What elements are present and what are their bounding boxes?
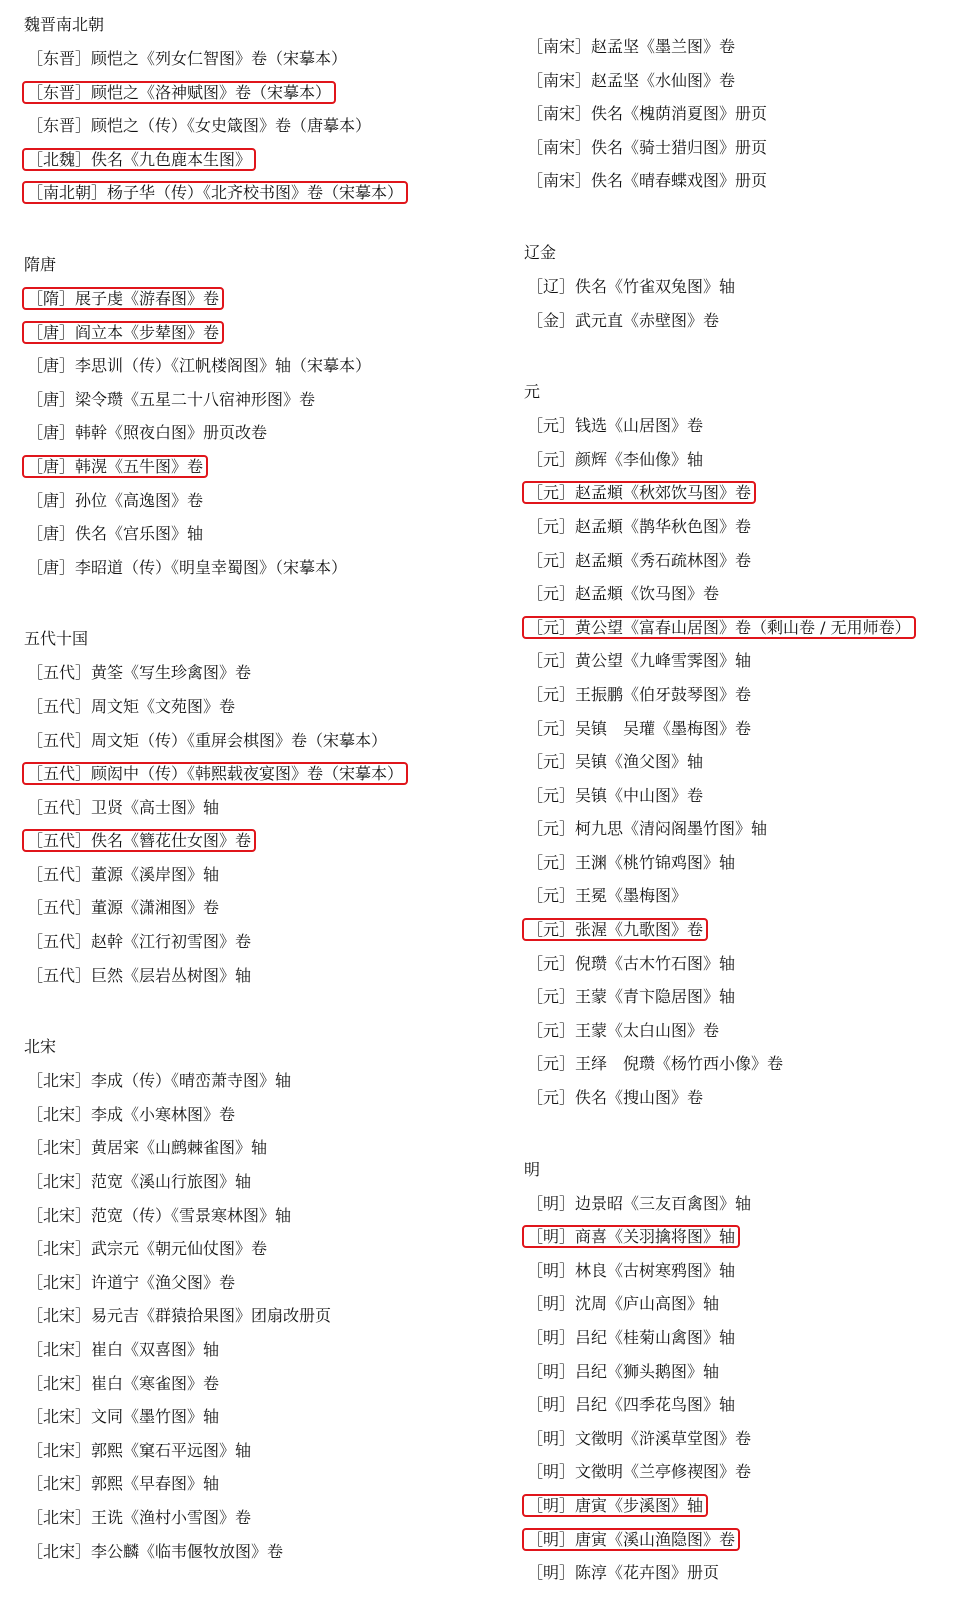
painting-entry — [24, 517, 494, 551]
painting-entry-text: ［东晋］顾恺之《列女仁智图》卷（宋摹本） — [27, 49, 348, 68]
painting-entry-text: ［唐］梁令瓒《五星二十八宿神形图》卷 — [27, 389, 316, 409]
painting-entry — [24, 1165, 494, 1199]
painting-entry-text: ［南宋］佚名《晴春蝶戏图》册页 — [527, 171, 768, 191]
period-heading: 明 — [524, 1159, 541, 1179]
painting-entry-text: ［明］文徵明《兰亭修禊图》卷 — [527, 1462, 752, 1482]
period-heading: 魏晋南北朝 — [24, 15, 105, 34]
painting-entry — [524, 1187, 964, 1221]
group-spacer — [24, 210, 494, 242]
painting-entry-text: ［元］王蒙《太白山图》卷 — [527, 1020, 720, 1040]
painting-entry — [24, 656, 494, 690]
painting-entry-text: ［元］吴镇《中山图》卷 — [527, 785, 704, 805]
highlighted-painting-entry — [24, 757, 494, 791]
painting-entry-text: ［南宋］赵孟坚《水仙图》卷 — [527, 70, 736, 90]
painting-entry-text: ［明］陈淳《花卉图》册页 — [527, 1563, 720, 1583]
painting-entry — [24, 1232, 494, 1266]
painting-entry-text: ［唐］韩滉《五牛图》卷 — [24, 457, 206, 476]
painting-entry — [24, 724, 494, 758]
painting-entry — [524, 1014, 964, 1048]
painting-entry — [524, 846, 964, 880]
painting-entry — [524, 1254, 964, 1288]
painting-entry — [524, 1388, 964, 1422]
painting-entry-text: ［唐］李思训（传）《江帆楼阁图》轴（宋摹本） — [27, 356, 372, 376]
painting-entry-text: ［五代］佚名《簪花仕女图》卷 — [24, 831, 254, 850]
painting-entry — [24, 1333, 494, 1367]
painting-entry-text: ［金］武元直《赤壁图》卷 — [527, 310, 720, 330]
period-heading: 五代十国 — [24, 629, 89, 649]
painting-entry-text: ［北魏］佚名《九色鹿本生图》 — [24, 150, 254, 169]
painting-entry-text: ［唐］李昭道（传）《明皇幸蜀图》（宋摹本） — [27, 557, 348, 577]
painting-entry-text: ［元］颜辉《李仙像》轴 — [527, 449, 704, 469]
period-heading: 辽金 — [524, 242, 557, 262]
painting-entry — [524, 745, 964, 779]
painting-entry — [24, 109, 494, 143]
highlighted-painting-entry — [524, 1489, 964, 1523]
highlighted-painting-entry — [524, 1220, 964, 1254]
period-group — [24, 1030, 494, 1568]
painting-entry-text: ［南宋］佚名《槐荫消夏图》册页 — [527, 104, 768, 124]
painting-entry-text: ［北宋］黄居宷《山鹧棘雀图》轴 — [27, 1138, 268, 1158]
painting-entry-text: ［元］倪瓒《古木竹石图》轴 — [527, 953, 736, 973]
painting-entry-text: ［南宋］佚名《骑士猎归图》册页 — [527, 137, 768, 157]
painting-entry-text: ［元］吴镇《渔父图》轴 — [527, 752, 704, 772]
painting-entry — [524, 270, 964, 304]
highlighted-painting-entry — [24, 282, 494, 316]
painting-entry — [524, 1556, 964, 1590]
painting-entry — [524, 304, 964, 338]
painting-entry — [24, 1434, 494, 1468]
painting-entry-text: ［元］王振鹏《伯牙鼓琴图》卷 — [527, 684, 752, 704]
period-group — [524, 30, 964, 198]
painting-entry — [24, 1467, 494, 1501]
painting-entry-text: ［元］钱选《山居图》卷 — [527, 416, 704, 436]
painting-entry-text: ［明］边景昭《三友百禽图》轴 — [527, 1193, 752, 1213]
highlighted-painting-entry — [524, 476, 964, 510]
painting-entry-text: ［隋］展子虔《游春图》卷 — [24, 289, 222, 308]
painting-entry-text: ［南北朝］杨子华（传）《北齐校书图》卷（宋摹本） — [24, 183, 406, 202]
painting-entry-text: ［元］吴镇 吴瓘《墨梅图》卷 — [527, 718, 752, 738]
painting-entry — [524, 97, 964, 131]
painting-entry — [24, 1266, 494, 1300]
highlighted-painting-entry — [24, 824, 494, 858]
painting-entry — [524, 1355, 964, 1389]
painting-entry-text: ［北宋］武宗元《朝元仙仗图》卷 — [27, 1239, 268, 1259]
highlighted-painting-entry — [524, 913, 964, 947]
painting-entry-text: ［北宋］范宽（传）《雪景寒林图》轴 — [27, 1205, 292, 1225]
painting-entry — [524, 947, 964, 981]
painting-entry-text: ［唐］佚名《宫乐图》轴 — [27, 524, 204, 544]
painting-entry-text: ［北宋］崔白《双喜图》轴 — [27, 1340, 220, 1359]
painting-entry-text: ［五代］周文矩《文苑图》卷 — [27, 696, 236, 716]
highlighted-painting-entry — [24, 450, 494, 484]
painting-entry — [524, 1081, 964, 1115]
painting-entry-text: ［五代］顾闳中（传）《韩熙载夜宴图》卷（宋摹本） — [24, 764, 406, 783]
painting-entry-text: ［元］赵孟頫《鹊华秋色图》卷 — [527, 516, 752, 536]
group-spacer — [24, 992, 494, 1024]
painting-entry-text: ［北宋］郭熙《窠石平远图》轴 — [27, 1440, 252, 1460]
painting-entry — [524, 544, 964, 578]
period-group — [524, 375, 964, 1114]
painting-entry-text: ［五代］董源《溪岸图》轴 — [27, 864, 220, 884]
painting-entry — [24, 42, 494, 76]
painting-entry — [524, 510, 964, 544]
painting-entry-text: ［元］张渥《九歌图》卷 — [524, 920, 706, 939]
painting-entry — [24, 1299, 494, 1333]
painting-entry-text: ［元］佚名《搜山图》卷 — [527, 1088, 704, 1108]
painting-entry — [24, 349, 494, 383]
painting-entry-text: ［五代］巨然《层岩丛树图》轴 — [27, 965, 252, 985]
painting-entry — [524, 1422, 964, 1456]
painting-entry-text: ［北宋］郭熙《早春图》轴 — [27, 1474, 220, 1494]
painting-entry — [24, 891, 494, 925]
highlighted-painting-entry — [524, 1523, 964, 1557]
painting-entry — [524, 64, 964, 98]
painting-entry-text: ［北宋］易元吉《群猿拾果图》团扇改册页 — [27, 1306, 332, 1326]
painting-entry-text: ［元］赵孟頫《饮马图》卷 — [527, 584, 720, 604]
group-spacer — [524, 1115, 964, 1147]
painting-entry-text: ［元］王绎 倪瓒《杨竹西小像》卷 — [527, 1054, 784, 1074]
painting-entry — [524, 1047, 964, 1081]
painting-entry-text: ［元］赵孟頫《秋郊饮马图》卷 — [524, 483, 754, 502]
painting-entry — [24, 1400, 494, 1434]
painting-entry-text: ［明］唐寅《溪山渔隐图》卷 — [524, 1530, 738, 1549]
painting-entry — [524, 577, 964, 611]
painting-entry — [524, 644, 964, 678]
painting-entry-text: ［元］王冕《墨梅图》 — [527, 886, 688, 906]
painting-entry-text: ［南宋］赵孟坚《墨兰图》卷 — [527, 37, 736, 56]
painting-entry-text: ［北宋］李成（传）《晴峦萧寺图》轴 — [27, 1071, 292, 1091]
painting-entry — [524, 409, 964, 443]
period-group — [24, 8, 494, 210]
painting-entry — [524, 879, 964, 913]
painting-entry-text: ［元］黄公望《富春山居图》卷（剩山卷 / 无用师卷） — [524, 618, 914, 637]
painting-entry-text: ［明］吕纪《四季花鸟图》轴 — [527, 1395, 736, 1415]
painting-entry-text: ［五代］董源《潇湘图》卷 — [27, 898, 220, 918]
painting-entry-text: ［五代］卫贤《高士图》轴 — [27, 797, 220, 817]
period-heading: 隋唐 — [24, 254, 57, 274]
highlighted-painting-entry — [24, 316, 494, 350]
group-spacer — [524, 198, 964, 230]
period-heading: 元 — [524, 382, 541, 402]
period-group — [24, 622, 494, 992]
painting-entry-text: ［明］吕纪《桂菊山禽图》轴 — [527, 1328, 736, 1347]
painting-entry-text: ［元］王渊《桃竹锦鸡图》轴 — [527, 852, 736, 872]
painting-entry — [24, 1501, 494, 1535]
painting-entry — [524, 131, 964, 165]
painting-entry-text: ［东晋］顾恺之《洛神赋图》卷（宋摹本） — [24, 83, 334, 102]
highlighted-painting-entry — [524, 611, 964, 645]
left-column — [24, 2, 494, 1568]
painting-entry — [24, 1098, 494, 1132]
period-group — [524, 236, 964, 337]
period-group — [524, 1153, 964, 1590]
right-column — [524, 30, 964, 1590]
painting-entry — [24, 925, 494, 959]
painting-entry — [24, 1131, 494, 1165]
painting-entry — [524, 678, 964, 712]
painting-entry — [24, 1199, 494, 1233]
painting-entry-text: ［明］沈周《庐山高图》轴 — [527, 1294, 720, 1314]
period-group — [24, 248, 494, 584]
painting-entry-text: ［北宋］范宽《溪山行旅图》轴 — [27, 1172, 252, 1192]
period-heading: 北宋 — [24, 1037, 57, 1057]
painting-entry — [524, 812, 964, 846]
highlighted-painting-entry — [24, 143, 494, 177]
painting-entry — [24, 1535, 494, 1569]
painting-entry — [524, 712, 964, 746]
painting-entry-text: ［唐］阎立本《步辇图》卷 — [24, 323, 222, 342]
painting-entry-text: ［明］唐寅《步溪图》轴 — [524, 1496, 706, 1515]
painting-entry — [24, 1367, 494, 1401]
painting-entry — [524, 1321, 964, 1355]
painting-entry-text: ［北宋］许道宁《渔父图》卷 — [27, 1272, 236, 1292]
painting-entry-text: ［明］吕纪《狮头鹅图》轴 — [527, 1361, 720, 1381]
painting-entry-text: ［元］黄公望《九峰雪霁图》轴 — [527, 651, 752, 671]
painting-entry — [524, 779, 964, 813]
painting-entry-text: ［唐］韩幹《照夜白图》册页改卷 — [27, 423, 268, 443]
painting-entry-text: ［五代］周文矩（传）《重屏会棋图》卷（宋摹本） — [27, 730, 388, 750]
painting-entry-text: ［北宋］王诜《渔村小雪图》卷 — [27, 1507, 252, 1527]
painting-entry-text: ［五代］赵幹《江行初雪图》卷 — [27, 932, 252, 952]
painting-entry-text: ［明］林良《古树寒鸦图》轴 — [527, 1260, 736, 1280]
painting-entry — [524, 1455, 964, 1489]
painting-entry-text: ［明］文徵明《浒溪草堂图》卷 — [527, 1428, 752, 1448]
painting-entry-text: ［元］赵孟頫《秀石疏林图》卷 — [527, 550, 752, 570]
painting-entry-text: ［北宋］李成《小寒林图》卷 — [27, 1104, 236, 1124]
painting-entry-text: ［北宋］崔白《寒雀图》卷 — [27, 1373, 220, 1393]
painting-entry-text: ［北宋］李公麟《临韦偃牧放图》卷 — [27, 1541, 284, 1561]
painting-entry — [24, 416, 494, 450]
group-spacer — [24, 584, 494, 616]
painting-entry — [524, 30, 964, 64]
painting-entry-text: ［五代］黄筌《写生珍禽图》卷 — [27, 663, 252, 683]
painting-entry — [524, 980, 964, 1014]
painting-entry — [524, 443, 964, 477]
painting-entry-text: ［东晋］顾恺之（传）《女史箴图》卷（唐摹本） — [27, 116, 372, 136]
painting-entry — [24, 1064, 494, 1098]
painting-entry-text: ［明］商喜《关羽擒将图》轴 — [524, 1227, 738, 1246]
painting-entry-text: ［唐］孙位《高逸图》卷 — [27, 490, 204, 510]
painting-entry-text: ［辽］佚名《竹雀双兔图》轴 — [527, 276, 736, 296]
painting-entry — [24, 551, 494, 585]
painting-entry — [524, 1287, 964, 1321]
painting-entry — [24, 858, 494, 892]
group-spacer — [524, 337, 964, 369]
painting-entry — [24, 484, 494, 518]
painting-entry — [24, 383, 494, 417]
painting-entry — [24, 791, 494, 825]
painting-entry-text: ［元］王蒙《青卞隐居图》轴 — [527, 987, 736, 1007]
painting-entry-text: ［元］柯九思《清闷阁墨竹图》轴 — [527, 819, 768, 839]
painting-entry-text: ［北宋］文同《墨竹图》轴 — [27, 1407, 220, 1427]
highlighted-painting-entry — [24, 176, 494, 210]
painting-entry — [524, 164, 964, 198]
highlighted-painting-entry — [24, 76, 494, 110]
painting-entry — [24, 959, 494, 993]
painting-entry — [24, 690, 494, 724]
